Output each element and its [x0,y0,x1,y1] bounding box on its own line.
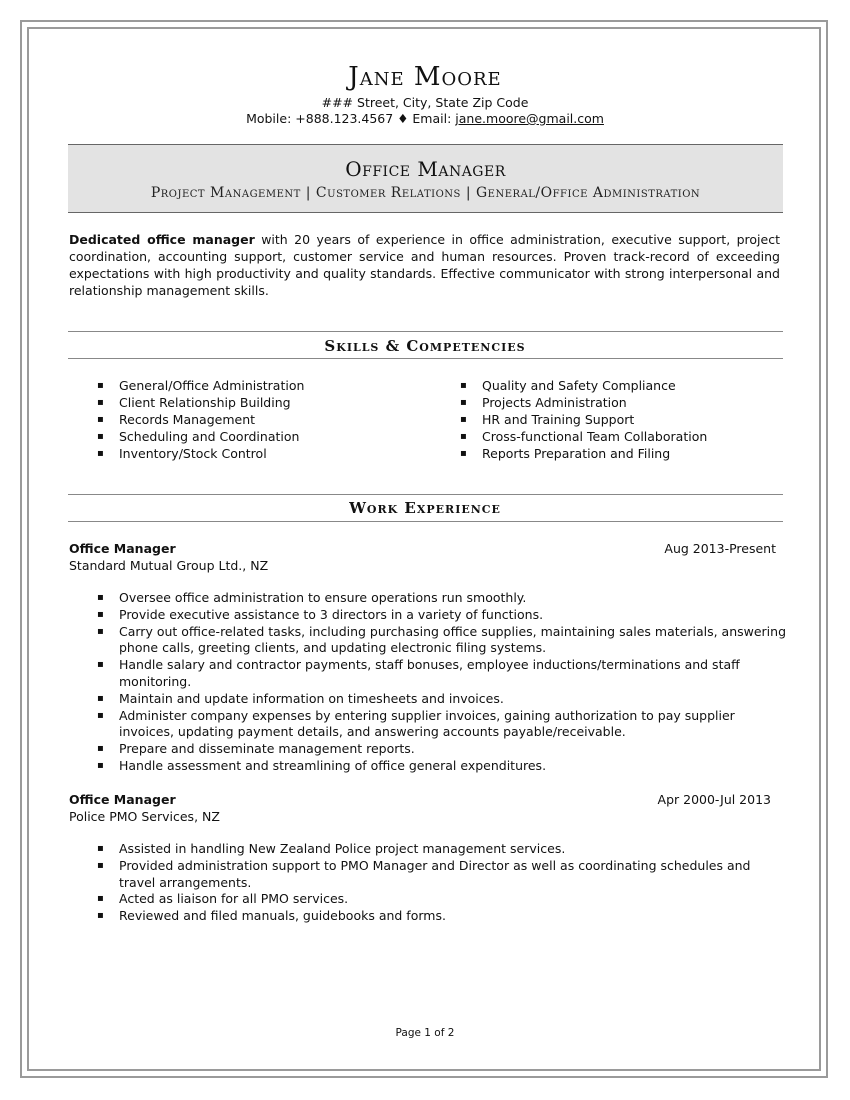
list-item: ▪ Inventory/Stock Control [97,445,304,462]
mobile-label: Mobile: [246,111,292,126]
mobile-number: +888.123.4567 [295,111,394,126]
specialties-line: Project Management | Customer Relations | General/Office Administration [150,185,701,201]
job-company: Standard Mutual Group Ltd., NZ [69,558,269,573]
experience-heading: Work Experience [349,499,501,517]
list-item: ▪ Carry out office-related tasks, including purchasing office supplies, maintaining sales materials, answering phone calls, greeting clients, and updating electronic filing systems. [97,624,787,658]
email-link[interactable]: jane.moore@gmail.com [455,111,604,126]
job-duties-list [97,841,787,925]
skills-list-left [97,377,304,462]
candidate-name: Jane Moore [348,62,502,92]
job-role: Office Manager [69,541,176,556]
contact-line [0,111,850,126]
email-label: Email: [412,111,452,126]
job-header [69,540,779,574]
list-item: ▪ Reviewed and filed manuals, guidebooks and forms. [97,908,787,925]
list-item: ▪ Cross-functional Team Collaboration [460,428,707,445]
list-item: ▪ Provide executive assistance to 3 directors in a variety of functions. [97,607,787,624]
list-item: ▪ Administer company expenses by entering supplier invoices, gaining authorization to pay supplier invoices, updating payment details, and answering accounts payable/receivable. [97,708,787,742]
skills-heading: Skills & Competencies [324,337,526,355]
skills-list-right [460,377,707,462]
list-item: ▪ HR and Training Support [460,411,707,428]
target-job-title: Office Manager [345,157,506,181]
list-item: ▪ General/Office Administration [97,377,304,394]
list-item: ▪ Maintain and update information on timesheets and invoices. [97,691,787,708]
list-item: ▪ Provided administration support to PMO Manager and Director as well as coordinating schedules and travel arrangements. [97,858,787,892]
list-item: ▪ Scheduling and Coordination [97,428,304,445]
professional-summary [69,231,780,299]
job-company: Police PMO Services, NZ [69,809,220,824]
list-item: ▪ Projects Administration [460,394,707,411]
list-item: ▪ Client Relationship Building [97,394,304,411]
list-item: ▪ Records Management [97,411,304,428]
job-dates: Aug 2013-Present [664,541,776,556]
list-item: ▪ Oversee office administration to ensure operations run smoothly. [97,590,787,607]
title-banner [68,144,783,213]
list-item: ▪ Acted as liaison for all PMO services. [97,891,787,908]
job-duties-list [97,590,787,775]
diamond-separator-icon: ♦ [397,111,409,126]
address-line: ### Street, City, State Zip Code [321,95,529,110]
list-item: ▪ Reports Preparation and Filing [460,445,707,462]
job-dates: Apr 2000-Jul 2013 [657,792,771,807]
summary-lead: Dedicated office manager [69,232,255,247]
list-item: ▪ Handle salary and contractor payments, staff bonuses, employee inductions/terminations and staff monitoring. [97,657,787,691]
list-item: ▪ Assisted in handling New Zealand Police project management services. [97,841,787,858]
list-item: ▪ Prepare and disseminate management reports. [97,741,787,758]
page-number: Page 1 of 2 [395,1027,455,1039]
summary-text: with 20 years of experience in office administration, executive support, project coordination, accounting support, customer service and human resources. Proven track-record of exceeding expectations with high productivity and quality standards. Effective communicator with strong interpersonal and relationship management skills. [69,232,780,298]
list-item: ▪ Quality and Safety Compliance [460,377,707,394]
job-header [69,791,779,825]
list-item: ▪ Handle assessment and streamlining of office general expenditures. [97,758,787,775]
job-role: Office Manager [69,792,176,807]
